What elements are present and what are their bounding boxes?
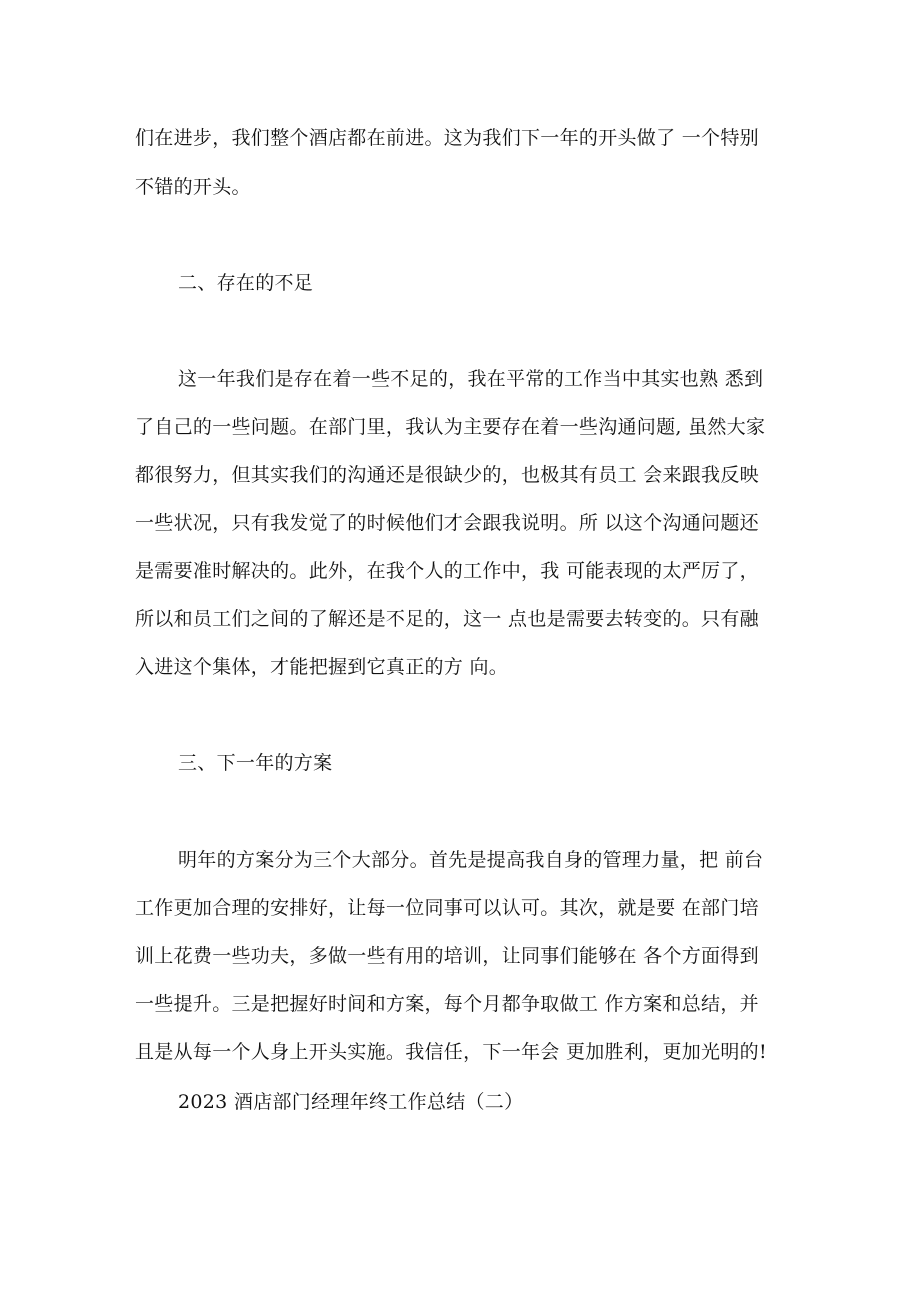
section3-line-2: 工作更加合理的安排好，让每一位同事可以认可。其次，就是要 在部门培 (135, 897, 759, 919)
section2-line-7: 入进这个集体，才能把握到它真正的方 向。 (135, 656, 509, 678)
section3-line-3: 训上花费一些功夫，多做一些有用的培训，让同事们能够在 各个方面得到 (135, 945, 759, 967)
section2-line-5: 是需要准时解决的。此外，在我个人的工作中，我 可能表现的太严厉了， (135, 560, 759, 582)
section3-line-1: 明年的方案分为三个大部分。首先是提高我自身的管理力量，把 前台 (178, 849, 764, 871)
section2-line-2: 了自己的一些问题。在部门里，我认为主要存在着一些沟通问题, 虽然大家 (135, 416, 766, 438)
section2-line-1: 这一年我们是存在着一些不足的，我在平常的工作当中其实也熟 悉到 (178, 368, 764, 390)
next-document-title: 2023 酒店部门经理年终工作总结（二） (178, 1091, 524, 1113)
section2-line-6: 所以和员工们之间的了解还是不足的，这一 点也是需要去转变的。只有融 (135, 608, 759, 630)
section-heading-next-year-plan: 三、下一年的方案 (178, 752, 333, 774)
section3-line-5: 且是从每一个人身上开头实施。我信任，下一年会 更加胜利，更加光明的! (135, 1041, 767, 1063)
section2-line-3: 都很努力，但其实我们的沟通还是很缺少的，也极其有员工 会来跟我反映 (135, 464, 759, 486)
intro-line-2: 不错的开头。 (135, 176, 251, 198)
section3-line-4: 一些提升。三是把握好时间和方案，每个月都争取做工 作方案和总结，并 (135, 993, 759, 1015)
section2-line-4: 一些状况，只有我发觉了的时候他们才会跟我说明。所 以这个沟通问题还 (135, 512, 759, 534)
section-heading-shortcomings: 二、存在的不足 (178, 272, 314, 294)
intro-line-1: 们在进步，我们整个酒店都在前进。这为我们下一年的开头做了 一个特别 (135, 127, 759, 149)
